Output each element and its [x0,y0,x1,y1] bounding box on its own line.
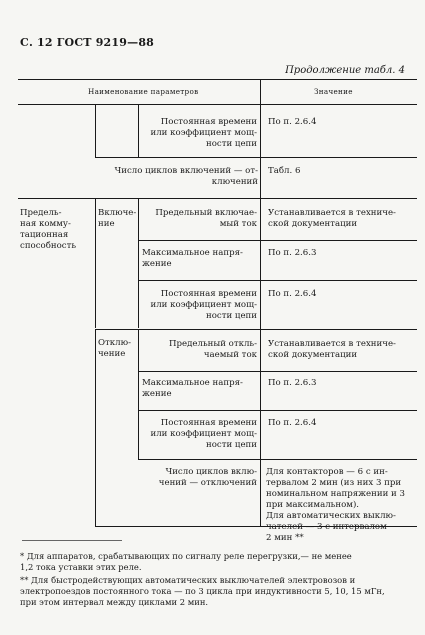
table-row-param: Максимальное напря- жение [142,248,243,269]
table-row-param: Максимальное напря- жение [142,378,243,399]
group-divider [18,198,417,199]
table-row-param: Число циклов вклю- чений — отключений [158,467,257,488]
table-row-value: По п. 2.6.3 [268,378,317,388]
table-row-value: Устанавливается в техниче- ской документации [268,339,396,360]
table-row-value: По п. 2.6.4 [268,117,317,127]
column-header-value: Значение [314,87,353,96]
table-row-param: Предельный откль- чаемый ток [169,339,257,360]
footnote-1: * Для аппаратов, срабатывающих по сигналу реле перегрузки,— не менее 1,2 тока уставки этих реле. [20,551,352,572]
subgroup-divider-top [95,104,96,157]
table-row-param: Постоянная времени или коэффициент мощ- ности цепи [150,117,257,149]
table-header-rule [18,104,417,105]
param-divider-on [138,198,139,328]
subgroup-off-label: Отклю- чение [98,338,132,359]
table-row-param: Число циклов включений — от- ключений [114,166,258,187]
row-divider [138,459,417,460]
row-divider [138,280,417,281]
page-header: С. 12 ГОСТ 9219—88 [20,36,155,49]
table-row-value: По п. 2.6.3 [268,248,317,258]
subgroup-divider-on [95,198,96,328]
row-divider [138,410,417,411]
column-header-params: Наименование параметров [88,87,199,96]
table-continuation-label: Продолжение табл. 4 [285,65,405,76]
table-row-param: Постоянная времени или коэффициент мощ- ности цепи [150,418,257,450]
table-top-rule [18,79,417,80]
group-label: Предель- ная комму- тационная способность [20,208,77,251]
table-row-param: Постоянная времени или коэффициент мощ- ности цепи [150,289,257,321]
footnote-separator [22,540,122,541]
table-row-value: По п. 2.6.4 [268,289,317,299]
subgroup-divider-off [95,329,96,526]
param-divider-off [138,329,139,459]
param-divider-top [138,104,139,157]
table-row-value: По п. 2.6.4 [268,418,317,428]
table-row-value: Устанавливается в техниче- ской документации [268,208,396,229]
row-divider [138,240,417,241]
footnote-2: ** Для быстродействующих автоматических выключателей электровозов и электропоездов постоянного тока — по 3 цикла при индуктивности 5, 10, 15 мГн, при этом интервал между циклами 2 мин. [20,575,385,607]
table-row-value: Табл. 6 [268,166,301,176]
table-row-param: Предельный включае- мый ток [155,208,257,229]
subgroup-divider [95,329,417,330]
row-divider [95,157,417,158]
table-row-value: Для контакторов — 6 с ин- тервалом 2 мин (из них 3 при номинальном напряжении и 3 при максимальном). Для автоматических выклю- чателей — 3 с интервалом 2 мин ** [266,467,405,543]
subgroup-on-label: Включе- ние [98,208,137,229]
row-divider [138,371,417,372]
